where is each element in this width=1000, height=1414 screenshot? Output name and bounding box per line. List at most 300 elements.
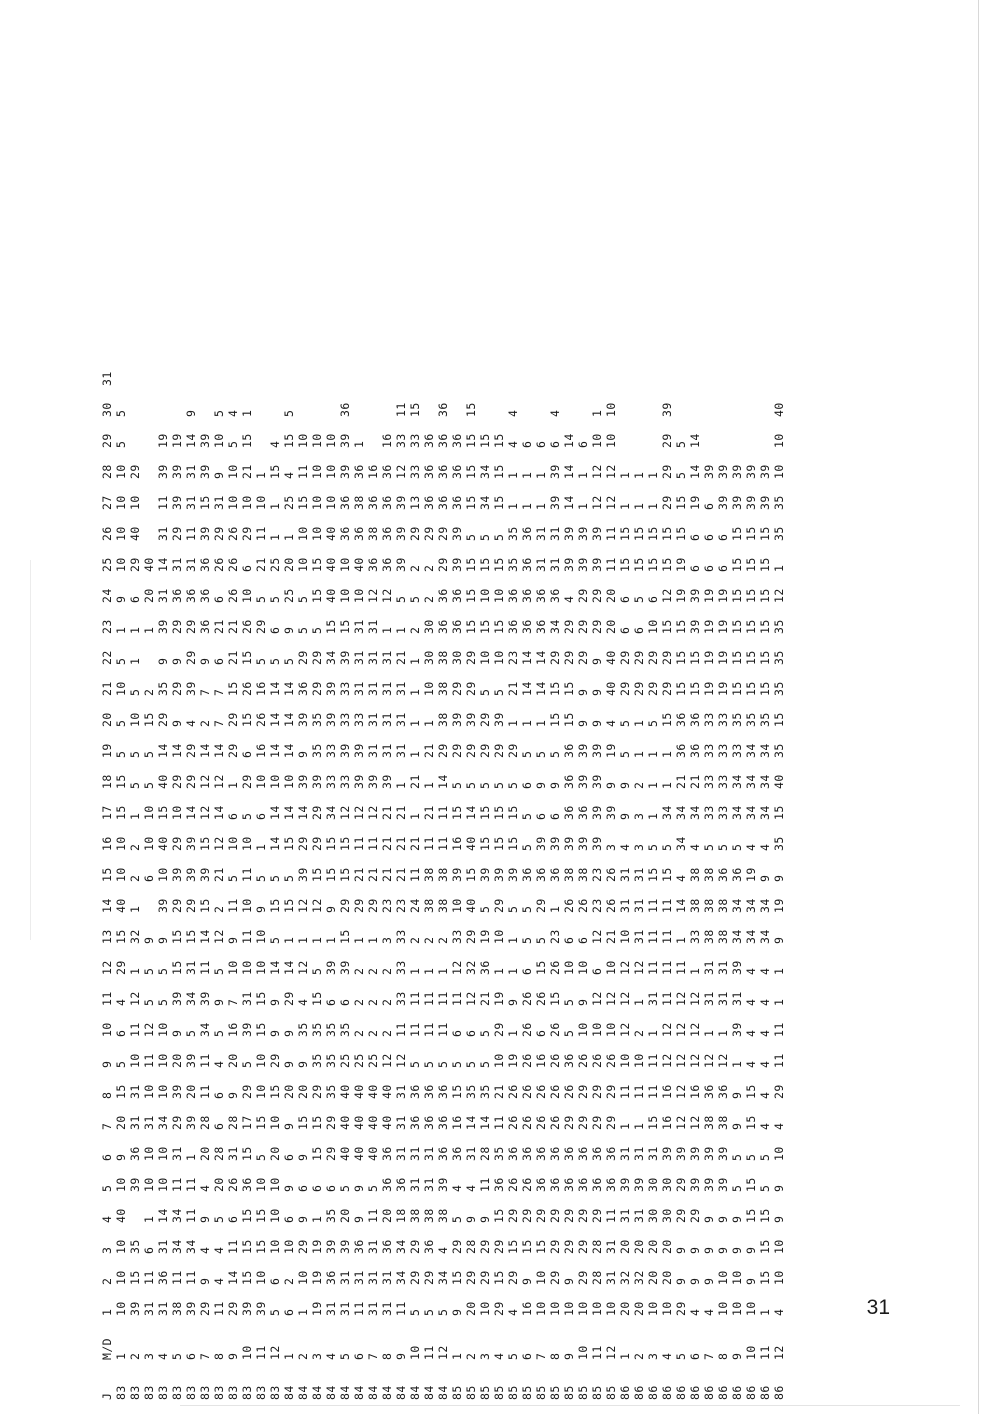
table-cell: 15 [744, 681, 758, 696]
table-cell: 31 [632, 867, 646, 882]
table-cell: 39 [688, 1146, 702, 1161]
row-year: 85 [534, 1385, 548, 1400]
table-cell: 11 [156, 495, 170, 510]
table-cell: 20 [464, 1301, 478, 1316]
table-cell: 1 [646, 502, 660, 510]
table-cell [562, 355, 576, 386]
table-cell [142, 448, 156, 479]
page-number: 31 [866, 1296, 890, 1319]
table-cell: 29 [590, 1084, 604, 1099]
table-cell: 26 [576, 1053, 590, 1068]
column-header: 19 [100, 743, 114, 758]
table-cell: 1 [142, 1215, 156, 1223]
table-cell: 31 [548, 526, 562, 541]
table-cell: 12 [618, 960, 632, 975]
table-cell: 9 [282, 1060, 296, 1068]
table-cell: 38 [170, 1301, 184, 1316]
table-cell: 15 [632, 526, 646, 541]
table-cell: 20 [618, 1239, 632, 1254]
column-header: 26 [100, 526, 114, 541]
table-cell: 1 [632, 719, 646, 727]
table-cell: 31 [548, 557, 562, 572]
table-cell [758, 355, 772, 386]
table-cell: 29 [548, 1208, 562, 1223]
column-header: M/D [100, 1338, 114, 1360]
table-cell: 31 [380, 1301, 394, 1316]
table-cell: 36 [688, 743, 702, 758]
table-cell: 31 [394, 1115, 408, 1130]
table-cell: 10 [562, 1301, 576, 1316]
table-cell: 10 [772, 1270, 786, 1285]
table-cell: 6 [702, 533, 716, 541]
table-cell: 1 [772, 967, 786, 975]
table-cell [478, 355, 492, 386]
table-cell [590, 355, 604, 386]
table-cell: 39 [758, 495, 772, 510]
table-cell: 34 [730, 898, 744, 913]
table-cell: 26 [212, 557, 226, 572]
row-year: 86 [646, 1385, 660, 1400]
table-cell: 34 [170, 1239, 184, 1254]
table-cell: 31 [380, 712, 394, 727]
table-cell [632, 355, 646, 386]
table-cell: 31 [156, 1301, 170, 1316]
table-cell: 29 [212, 526, 226, 541]
table-cell: 6 [240, 750, 254, 758]
table-cell: 4 [744, 967, 758, 975]
table-cell: 10 [492, 650, 506, 665]
table-cell: 4 [436, 1246, 450, 1254]
table-cell: 12 [212, 774, 226, 789]
table-cell: 39 [744, 464, 758, 479]
table-cell: 33 [352, 712, 366, 727]
table-cell: 39 [198, 867, 212, 882]
table-cell: 26 [548, 1053, 562, 1068]
table-cell: 11 [366, 836, 380, 851]
table-cell: 39 [744, 495, 758, 510]
table-cell: 1 [282, 936, 296, 944]
table-cell: 5 [212, 1215, 226, 1223]
row-year: 86 [772, 1385, 786, 1400]
table-cell: 33 [716, 774, 730, 789]
table-cell [212, 355, 226, 386]
table-cell: 21 [408, 836, 422, 851]
table-cell: 19 [702, 619, 716, 634]
table-cell: 14 [170, 743, 184, 758]
table-cell [450, 386, 464, 417]
table-cell: 31 [604, 1239, 618, 1254]
table-cell: 21 [212, 619, 226, 634]
table-cell: 12 [198, 805, 212, 820]
table-cell: 12 [702, 1053, 716, 1068]
table-cell [758, 417, 772, 448]
table-cell: 39 [170, 464, 184, 479]
scan-edge-line [30, 560, 31, 940]
table-cell: 12 [688, 1115, 702, 1130]
table-cell: 14 [212, 743, 226, 758]
table-cell: 21 [478, 991, 492, 1006]
table-cell: 36 [576, 1146, 590, 1161]
table-cell: 2 [212, 905, 226, 913]
table-cell: 14 [184, 433, 198, 448]
table-cell [744, 386, 758, 417]
table-cell: 39 [450, 526, 464, 541]
table-cell: 5 [464, 781, 478, 789]
table-cell: 9 [352, 1184, 366, 1192]
table-cell: 15 [492, 1270, 506, 1285]
table-cell: 10 [352, 588, 366, 603]
table-cell: 38 [436, 1208, 450, 1223]
table-cell: 4 [604, 719, 618, 727]
table-cell: 36 [674, 712, 688, 727]
table-cell: 6 [282, 1153, 296, 1161]
table-cell: 10 [324, 433, 338, 448]
table-cell [772, 355, 786, 386]
table-cell: 14 [464, 1115, 478, 1130]
table-cell: 36 [450, 495, 464, 510]
table-cell: 1 [534, 502, 548, 510]
table-cell: 31 [156, 1239, 170, 1254]
table-cell: 5 [296, 626, 310, 634]
table-cell: 6 [576, 936, 590, 944]
table-cell: 29 [646, 650, 660, 665]
table-cell: 10 [254, 1053, 268, 1068]
table-cell: 7 [212, 719, 226, 727]
table-cell: 15 [492, 433, 506, 448]
table-cell: 36 [576, 1177, 590, 1192]
row-year: 85 [562, 1385, 576, 1400]
table-cell: 5 [114, 750, 128, 758]
table-cell: 26 [226, 588, 240, 603]
table-cell: 5 [142, 750, 156, 758]
row-month: 12 [436, 1345, 450, 1360]
table-cell: 14 [282, 960, 296, 975]
row-year: 86 [702, 1385, 716, 1400]
table-cell: 30 [646, 1177, 660, 1192]
table-cell: 10 [730, 1301, 744, 1316]
table-cell: 10 [576, 1022, 590, 1037]
table-cell: 10 [310, 495, 324, 510]
table-cell: 5 [156, 998, 170, 1006]
row-month: 1 [282, 1352, 296, 1360]
row-year: 86 [632, 1385, 646, 1400]
table-cell: 9 [772, 874, 786, 882]
table-cell: 20 [660, 1270, 674, 1285]
table-cell: 12 [674, 1115, 688, 1130]
table-cell: 1 [506, 471, 520, 479]
table-cell: 29 [590, 588, 604, 603]
row-month: 9 [394, 1352, 408, 1360]
row-month: 5 [338, 1352, 352, 1360]
table-cell: 9 [212, 471, 226, 479]
column-header: 2 [100, 1277, 114, 1285]
table-cell: 2 [282, 1277, 296, 1285]
table-cell: 29 [618, 681, 632, 696]
table-cell: 15 [492, 1208, 506, 1223]
row-year: 86 [688, 1385, 702, 1400]
table-cell: 10 [240, 588, 254, 603]
table-cell: 34 [744, 774, 758, 789]
table-cell: 36 [436, 1115, 450, 1130]
table-cell: 6 [534, 1029, 548, 1037]
table-cell: 14 [156, 743, 170, 758]
table-cell: 10 [254, 774, 268, 789]
table-cell: 10 [604, 1301, 618, 1316]
table-cell: 31 [366, 1239, 380, 1254]
table-cell: 29 [590, 619, 604, 634]
table-cell: 2 [142, 688, 156, 696]
table-cell: 33 [394, 929, 408, 944]
table-cell: 34 [184, 1239, 198, 1254]
table-cell: 1 [128, 812, 142, 820]
table-cell: 10 [310, 464, 324, 479]
table-cell: 10 [268, 1208, 282, 1223]
table-cell: 20 [646, 1239, 660, 1254]
table-cell: 26 [562, 1084, 576, 1099]
table-cell: 5 [268, 595, 282, 603]
table-cell: 12 [660, 1053, 674, 1068]
table-cell [254, 417, 268, 448]
table-cell [562, 386, 576, 417]
table-cell: 9 [590, 719, 604, 727]
table-cell: 20 [646, 1270, 660, 1285]
table-cell: 1 [128, 905, 142, 913]
table-cell: 16 [688, 1084, 702, 1099]
table-cell: 31 [366, 743, 380, 758]
table-cell: 20 [338, 1208, 352, 1223]
table-cell: 15 [142, 712, 156, 727]
table-cell: 34 [184, 991, 198, 1006]
table-cell: 34 [730, 774, 744, 789]
table-cell: 21 [226, 650, 240, 665]
table-cell [478, 386, 492, 417]
table-cell: 15 [744, 557, 758, 572]
table-cell: 34 [758, 774, 772, 789]
table-cell: 15 [492, 619, 506, 634]
table-cell: 15 [450, 1270, 464, 1285]
table-cell: 9 [450, 1308, 464, 1316]
table-cell: 20 [142, 588, 156, 603]
table-cell: 1 [646, 781, 660, 789]
table-cell: 10 [142, 1177, 156, 1192]
table-cell: 5 [520, 905, 534, 913]
table-cell: 2 [352, 998, 366, 1006]
table-cell: 39 [240, 1022, 254, 1037]
table-cell: 4 [184, 719, 198, 727]
table-cell: 26 [548, 1084, 562, 1099]
table-cell: 5 [492, 688, 506, 696]
table-cell: 31 [380, 743, 394, 758]
table-cell: 20 [282, 1084, 296, 1099]
row-month: 8 [212, 1352, 226, 1360]
table-cell: 36 [240, 1177, 254, 1192]
table-cell: 35 [128, 1239, 142, 1254]
row-month: 11 [590, 1345, 604, 1360]
table-cell: 11 [436, 1022, 450, 1037]
table-cell: 1 [254, 471, 268, 479]
table-cell: 5 [408, 1308, 422, 1316]
row-year: 85 [520, 1385, 534, 1400]
row-month: 6 [688, 1352, 702, 1360]
table-cell: 33 [716, 712, 730, 727]
table-cell: 39 [184, 836, 198, 851]
table-cell: 39 [618, 1177, 632, 1192]
table-cell: 34 [198, 1022, 212, 1037]
table-cell: 9 [576, 688, 590, 696]
table-cell: 31 [352, 619, 366, 634]
table-cell: 11 [408, 867, 422, 882]
table-cell [128, 355, 142, 386]
table-cell: 11 [254, 526, 268, 541]
table-cell: 10 [268, 1177, 282, 1192]
table-cell: 9 [716, 1246, 730, 1254]
table-cell: 15 [478, 836, 492, 851]
table-cell: 1 [352, 936, 366, 944]
table-cell: 30 [422, 619, 436, 634]
table-cell: 23 [506, 650, 520, 665]
table-cell: 15 [688, 650, 702, 665]
row-month: 10 [408, 1345, 422, 1360]
table-cell: 38 [716, 898, 730, 913]
table-cell: 15 [758, 1270, 772, 1285]
table-cell: 10 [254, 1177, 268, 1192]
table-cell: 36 [492, 1177, 506, 1192]
table-cell: 36 [380, 464, 394, 479]
table-cell [310, 355, 324, 386]
row-month: 5 [674, 1352, 688, 1360]
table-cell: 4 [198, 1246, 212, 1254]
table-cell: 10 [114, 1239, 128, 1254]
table-cell: 20 [296, 1084, 310, 1099]
table-cell: 39 [296, 774, 310, 789]
table-cell: 10 [240, 898, 254, 913]
row-month: 1 [450, 1352, 464, 1360]
table-cell: 11 [184, 1270, 198, 1285]
table-cell: 4 [758, 1029, 772, 1037]
table-cell: 38 [702, 929, 716, 944]
table-cell: 5 [422, 1060, 436, 1068]
table-cell [548, 355, 562, 386]
table-cell: 23 [590, 898, 604, 913]
table-cell: 25 [282, 588, 296, 603]
table-cell: 9 [226, 1091, 240, 1099]
table-cell: 38 [408, 1208, 422, 1223]
table-cell: 1 [394, 626, 408, 634]
table-cell: 15 [674, 495, 688, 510]
row-month: 9 [562, 1352, 576, 1360]
table-cell [240, 355, 254, 386]
table-cell: 5 [520, 843, 534, 851]
table-cell: 1 [408, 967, 422, 975]
table-cell: 2 [422, 564, 436, 572]
table-cell: 35 [478, 1084, 492, 1099]
table-cell [352, 355, 366, 386]
table-cell: 9 [282, 1184, 296, 1192]
table-cell: 31 [366, 712, 380, 727]
table-cell: 5 [520, 812, 534, 820]
column-header: 1 [100, 1308, 114, 1316]
table-cell [170, 355, 184, 386]
table-cell: 31 [366, 650, 380, 665]
table-cell: 40 [772, 774, 786, 789]
table-cell: 10 [492, 588, 506, 603]
table-cell: 15 [618, 557, 632, 572]
table-cell [198, 386, 212, 417]
table-cell: 10 [478, 588, 492, 603]
row-month: 8 [716, 1352, 730, 1360]
table-cell: 36 [548, 1177, 562, 1192]
table-cell: 19 [702, 681, 716, 696]
table-cell: 21 [688, 774, 702, 789]
table-cell: 15 [464, 619, 478, 634]
table-cell: 14 [184, 805, 198, 820]
table-cell: 14 [282, 681, 296, 696]
table-cell: 9 [772, 1184, 786, 1192]
table-cell: 38 [352, 495, 366, 510]
table-cell: 21 [422, 743, 436, 758]
table-cell: 10 [660, 1301, 674, 1316]
table-cell: 6 [464, 1029, 478, 1037]
table-cell: 39 [394, 495, 408, 510]
table-cell: 39 [688, 1177, 702, 1192]
table-cell: 39 [492, 867, 506, 882]
table-cell: 11 [142, 1270, 156, 1285]
row-year: 83 [114, 1385, 128, 1400]
table-cell: 38 [688, 867, 702, 882]
table-cell: 39 [716, 464, 730, 479]
table-cell: 26 [604, 867, 618, 882]
table-cell: 29 [492, 898, 506, 913]
table-cell: 14 [478, 1115, 492, 1130]
table-cell: 10 [114, 1177, 128, 1192]
table-cell: 33 [730, 743, 744, 758]
table-cell: 38 [422, 898, 436, 913]
table-cell: 9 [478, 1215, 492, 1223]
table-cell: 31 [394, 1146, 408, 1161]
table-cell: 10 [632, 1053, 646, 1068]
table-cell: 26 [506, 1115, 520, 1130]
table-cell: 35 [156, 681, 170, 696]
table-cell: 39 [660, 1146, 674, 1161]
table-cell [268, 355, 282, 386]
table-cell: 9 [674, 1246, 688, 1254]
table-cell: 15 [114, 929, 128, 944]
table-cell: 4 [758, 1122, 772, 1130]
table-cell: 12 [296, 898, 310, 913]
table-cell: 4 [296, 998, 310, 1006]
table-cell [198, 355, 212, 386]
table-cell: 31 [618, 867, 632, 882]
table-cell: 7 [198, 688, 212, 696]
table-cell: 10 [254, 929, 268, 944]
table-cell: 11 [646, 960, 660, 975]
table-cell: 33 [702, 774, 716, 789]
table-cell: 5 [114, 1060, 128, 1068]
table-cell: 39 [590, 526, 604, 541]
table-cell: 14 [268, 836, 282, 851]
table-cell: 6 [254, 812, 268, 820]
table-cell: 5 [212, 967, 226, 975]
table-cell: 26 [520, 1177, 534, 1192]
table-cell: 36 [730, 867, 744, 882]
table-cell: 40 [324, 526, 338, 541]
table-cell: 10 [254, 495, 268, 510]
table-cell: 29 [408, 1239, 422, 1254]
table-cell: 29 [170, 898, 184, 913]
table-cell: 10 [576, 1301, 590, 1316]
table-cell: 12 [394, 1053, 408, 1068]
table-cell: 6 [226, 812, 240, 820]
